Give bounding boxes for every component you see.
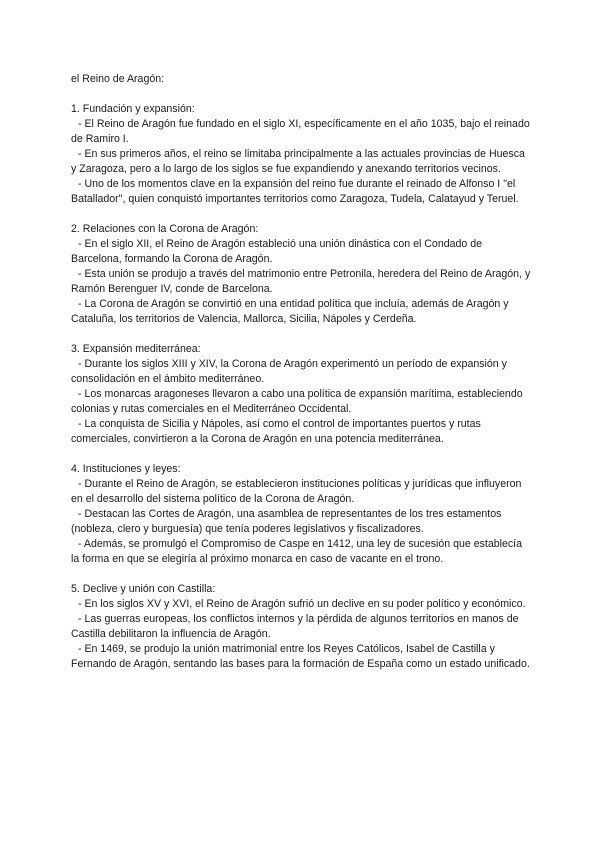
document-page — [71, 72, 533, 687]
section-bullet: - En 1469, se produjo la unión matrimonial entre los Reyes Católicos, Isabel de Castilla y Fernando de Aragón, sentando las bases para la formación de España como un estado unificado. — [71, 643, 530, 670]
section-heading: 4. Instituciones y leyes: — [71, 463, 181, 475]
section-heading: 1. Fundación y expansión: — [71, 103, 195, 115]
section-bullet: - En los siglos XV y XVI, el Reino de Aragón sufrió un declive en su poder político y económico. — [78, 598, 526, 610]
section-instituciones — [71, 462, 533, 567]
section-bullet: - En sus primeros años, el reino se limitaba principalmente a las actuales provincias de Huesca y Zaragoza, pero a lo largo de los siglos se fue expandiendo y anexando territorios vecinos. — [71, 148, 525, 175]
section-bullet: - Destacan las Cortes de Aragón, una asamblea de representantes de los tres estamentos (nobleza, clero y burguesía) que tenía poderes legislativos y fiscalizadores. — [71, 508, 502, 535]
section-bullet: - Uno de los momentos clave en la expansión del reino fue durante el reinado de Alfonso I "el Batallador", quien conquistó importantes territorios como Zaragoza, Tudela, Calatayud y Teruel. — [71, 178, 519, 205]
section-heading: 2. Relaciones con la Corona de Aragón: — [71, 223, 259, 235]
section-expansion-mediterranea — [71, 342, 533, 447]
section-relaciones — [71, 222, 533, 327]
section-heading: 3. Expansión mediterránea: — [71, 343, 201, 355]
section-heading: 5. Declive y unión con Castilla: — [71, 583, 216, 595]
section-bullet: - Esta unión se produjo a través del matrimonio entre Petronila, heredera del Reino de Aragón, y Ramón Berenguer IV, conde de Barcelona. — [71, 268, 531, 295]
section-bullet: - La conquista de Sicilia y Nápoles, así como el control de importantes puertos y rutas comerciales, convirtieron a la Corona de Aragón en una potencia mediterránea. — [71, 418, 481, 445]
section-bullet: - Durante los siglos XIII y XIV, la Corona de Aragón experimentó un período de expansión y consolidación en el ámbito mediterráneo. — [71, 358, 507, 385]
section-bullet: - El Reino de Aragón fue fundado en el siglo XI, específicamente en el año 1035, bajo el reinado de Ramiro I. — [71, 118, 530, 145]
section-declive — [71, 582, 533, 672]
section-bullet: - Las guerras europeas, los conflictos internos y la pérdida de algunos territorios en manos de Castilla debilitaron la influencia de Aragón. — [71, 613, 519, 640]
section-bullet: - Los monarcas aragoneses llevaron a cabo una política de expansión marítima, estableciendo colonias y rutas comerciales en el Mediterráneo Occidental. — [71, 388, 523, 415]
section-bullet: - En el siglo XII, el Reino de Aragón estableció una unión dinástica con el Condado de Barcelona, formando la Corona de Aragón. — [71, 238, 483, 265]
section-fundacion — [71, 102, 533, 207]
section-bullet: - Además, se promulgó el Compromiso de Caspe en 1412, una ley de sucesión que establecía la forma en que se elegiría al próximo monarca en caso de vacante en el trono. — [71, 538, 523, 565]
document-title: el Reino de Aragón: — [71, 73, 165, 85]
section-bullet: - Durante el Reino de Aragón, se establecieron instituciones políticas y jurídicas que influyeron en el desarrollo del sistema político de la Corona de Aragón. — [71, 478, 522, 505]
section-bullet: - La Corona de Aragón se convirtió en una entidad política que incluía, además de Aragón y Cataluña, los territorios de Valencia, Mallorca, Sicilia, Nápoles y Cerdeña. — [71, 298, 509, 325]
